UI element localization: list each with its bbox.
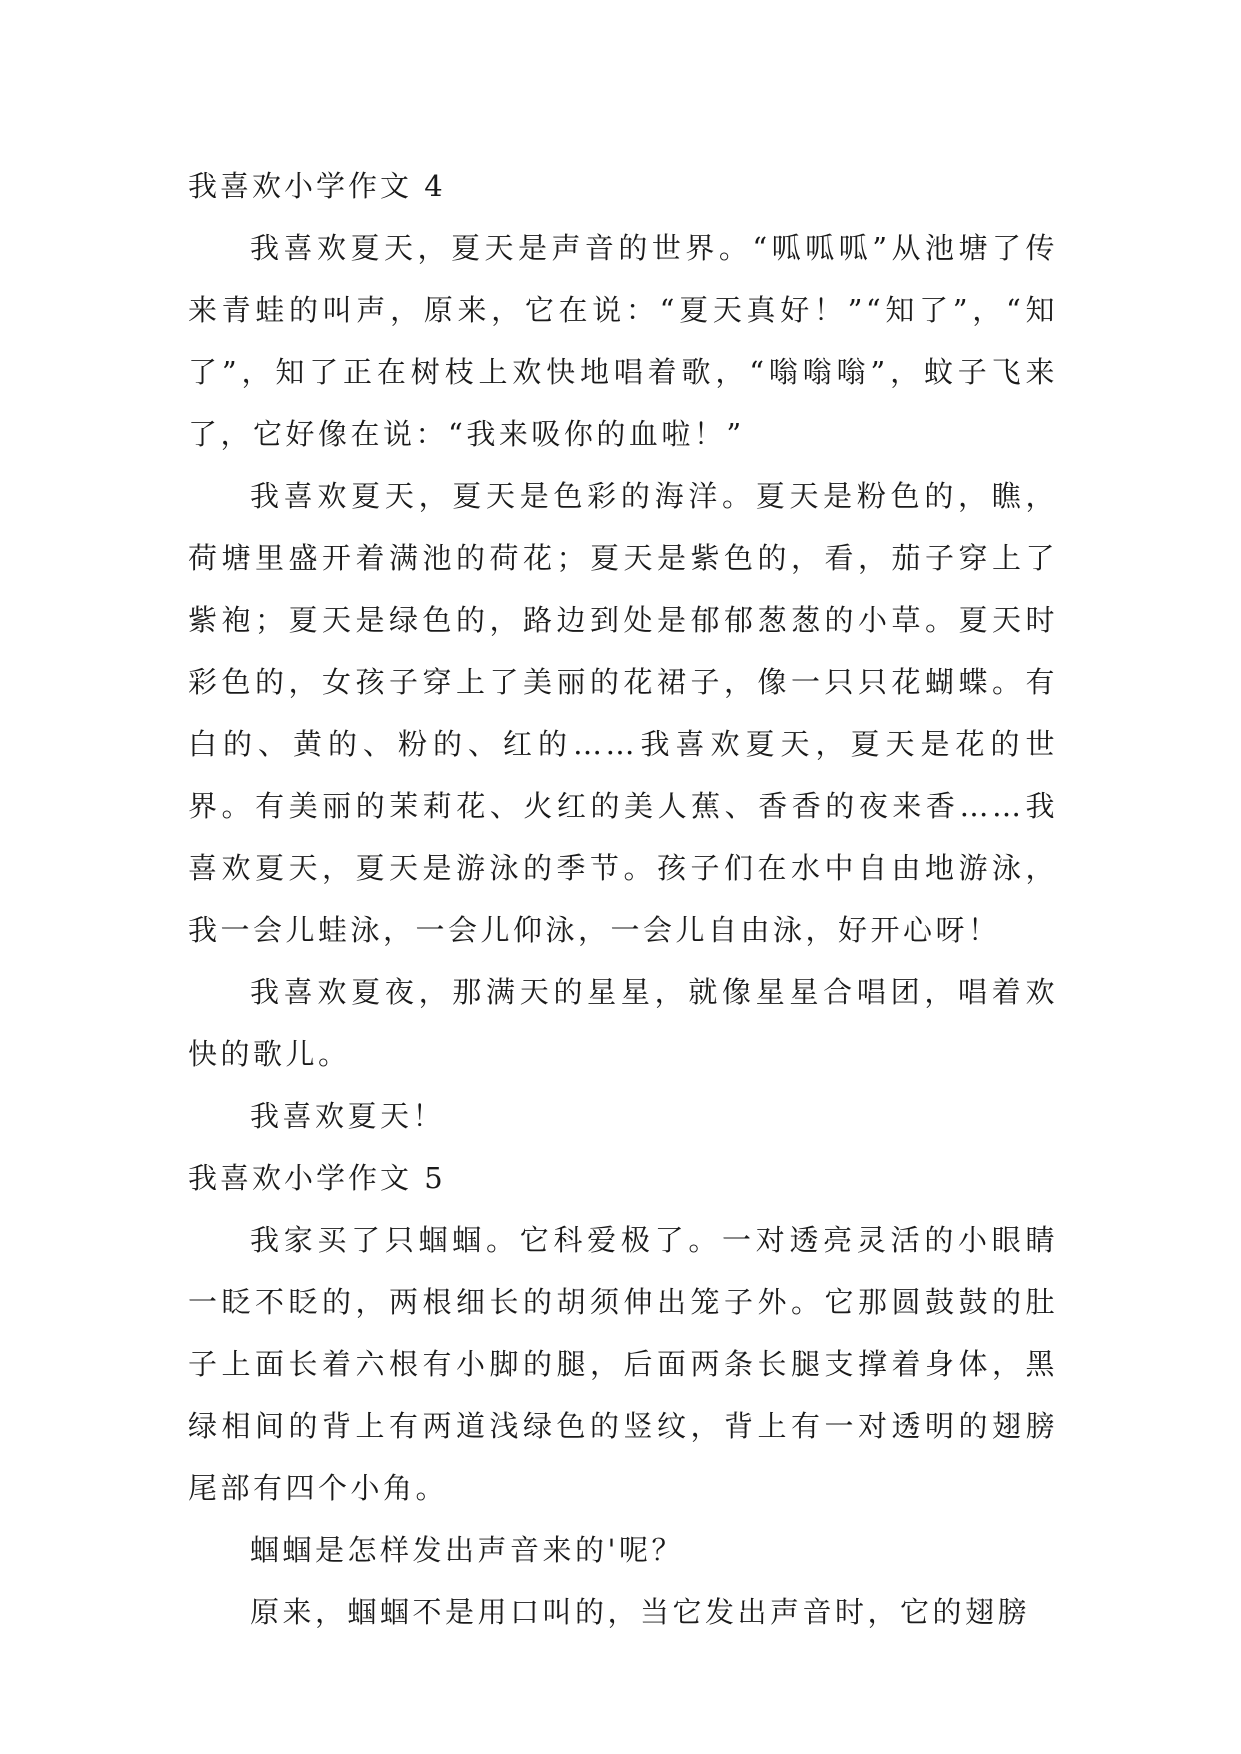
essay-5-title: 我喜欢小学作文 5 xyxy=(188,1161,446,1195)
essay-4-paragraph: 我喜欢夏天，夏天是声音的世界。“呱呱呱”从池塘了传来青蛙的叫声，原来，它在说：“夏天真好！”“知了”，“知了”，知了正在树枝上欢快地唱着歌，“嗡嗡嗡”，蚊子飞来了，它好像在说：“我来吸你的血啦！” xyxy=(188,231,1058,451)
essay-5-paragraph: 我家买了只蝈蝈。它科爱极了。一对透亮灵活的小眼睛一眨不眨的，两根细长的胡须伸出笼子外。它那圆鼓鼓的肚子上面长着六根有小脚的腿，后面两条长腿支撑着身体，黑绿相间的背上有两道浅绿色的竖纹，背上有一对透明的翅膀尾部有四个小角。 xyxy=(188,1223,1058,1505)
essay-5-paragraph: 原来，蝈蝈不是用口叫的，当它发出声音时，它的翅膀 xyxy=(250,1595,1031,1629)
essay-4-paragraph: 我喜欢夏夜，那满天的星星，就像星星合唱团，唱着欢快的歌儿。 xyxy=(188,975,1058,1071)
essay-4-title: 我喜欢小学作文 4 xyxy=(188,169,446,203)
document-page xyxy=(188,155,1058,1643)
essay-4-paragraph: 我喜欢夏天！ xyxy=(250,1099,446,1133)
essay-4-paragraph: 我喜欢夏天，夏天是色彩的海洋。夏天是粉色的，瞧，荷塘里盛开着满池的荷花；夏天是紫色的，看，茄子穿上了紫袍；夏天是绿色的，路边到处是郁郁葱葱的小草。夏天时彩色的，女孩子穿上了美丽的花裙子，像一只只花蝴蝶。有白的、黄的、粉的、红的……我喜欢夏天，夏天是花的世界。有美丽的茉莉花、火红的美人蕉、香香的夜来香……我喜欢夏天，夏天是游泳的季节。孩子们在水中自由地游泳，我一会儿蛙泳，一会儿仰泳，一会儿自由泳，好开心呀！ xyxy=(188,479,1058,947)
essay-5-paragraph: 蝈蝈是怎样发出声音来的'呢？ xyxy=(250,1533,684,1567)
